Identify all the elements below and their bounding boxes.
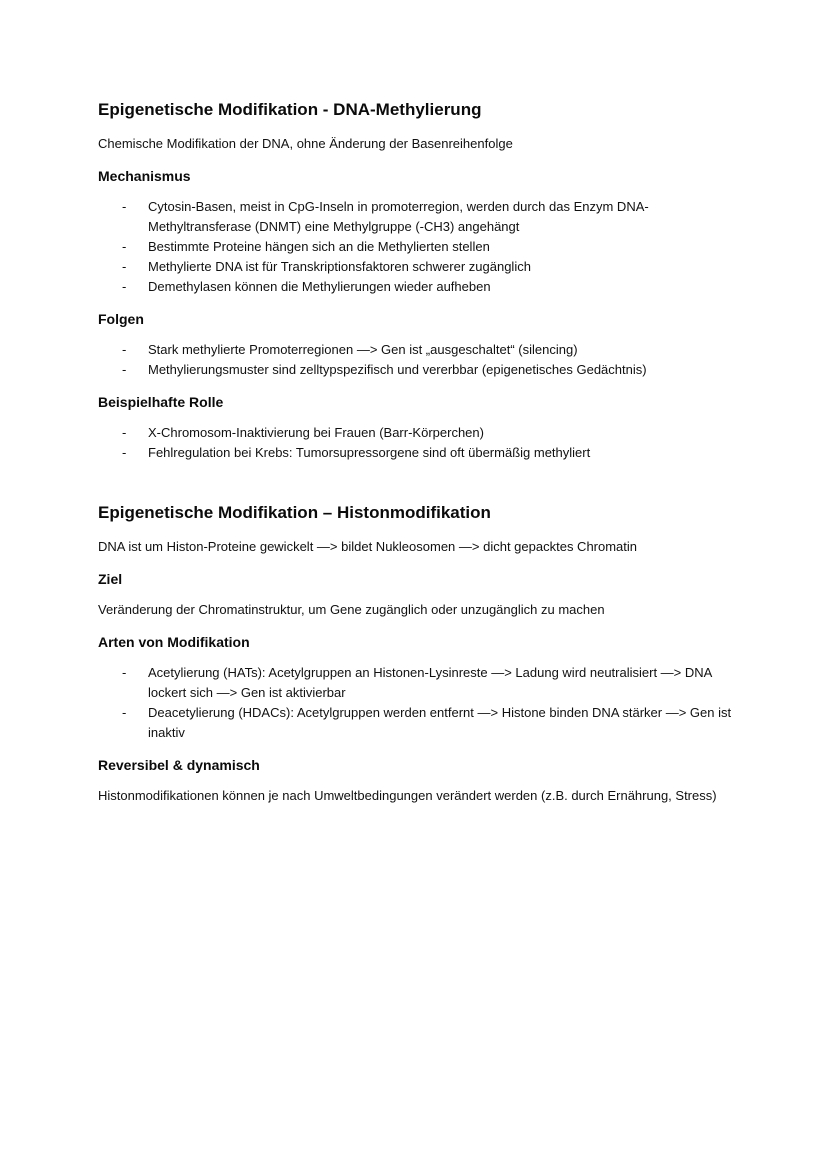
heading-types: Arten von Modifikation (98, 634, 250, 650)
goal-text: Veränderung der Chromatinstruktur, um Gene zugänglich oder unzugänglich zu machen (98, 602, 605, 617)
examples-list (98, 423, 738, 463)
dash-bullet: - (122, 665, 127, 680)
list-item: - Stark methylierte Promoterregionen —> Gen ist „ausgeschaltet“ (silencing) (98, 340, 738, 360)
dash-bullet: - (122, 199, 127, 214)
list-item: - Acetylierung (HATs): Acetylgruppen an Histonen-Lysinreste —> Ladung wird neutralisiert —> DNA lockert sich —> Gen ist aktivierbar (122, 665, 712, 700)
heading-examples: Beispielhafte Rolle (98, 394, 224, 410)
list-item: - Demethylasen können die Methylierungen wieder aufheben (98, 277, 738, 297)
dash-bullet: - (122, 445, 127, 460)
list-item: - Fehlregulation bei Krebs: Tumorsupressorgene sind oft übermäßig methyliert (98, 443, 738, 463)
list-item: - Cytosin-Basen, meist in CpG-Inseln in promoterregion, werden durch das Enzym DNA-Methyltransferase (DNMT) eine Methylgruppe (-CH3) angehängt (122, 199, 649, 234)
dash-bullet: - (122, 239, 127, 254)
types-list (98, 663, 738, 743)
reversible-text: Histonmodifikationen können je nach Umweltbedingungen verändert werden (z.B. durch Ernährung, Stress) (98, 788, 717, 803)
consequences-list (98, 340, 738, 380)
list-item: - Methylierte DNA ist für Transkriptionsfaktoren schwerer zugänglich (98, 257, 738, 277)
section-title-dna-methylation: Epigenetische Modifikation - DNA-Methylierung (98, 100, 482, 119)
list-item: - Methylierungsmuster sind zelltypspezifisch und vererbbar (epigenetisches Gedächtnis) (98, 360, 738, 380)
histone-intro: DNA ist um Histon-Proteine gewickelt —> bildet Nukleosomen —> dicht gepacktes Chromatin (98, 539, 638, 554)
document-page (98, 98, 738, 812)
dash-bullet: - (122, 705, 127, 720)
heading-goal: Ziel (98, 571, 123, 587)
dash-bullet: - (122, 259, 127, 274)
dash-bullet: - (122, 342, 127, 357)
list-item: - Bestimmte Proteine hängen sich an die Methylierten stellen (98, 237, 738, 257)
list-item: - X-Chromosom-Inaktivierung bei Frauen (Barr-Körperchen) (98, 423, 738, 443)
dash-bullet: - (122, 425, 127, 440)
heading-reversible: Reversibel & dynamisch (98, 757, 260, 773)
section-title-histone-modification: Epigenetische Modifikation – Histonmodifikation (98, 503, 491, 522)
heading-consequences: Folgen (98, 311, 144, 327)
dna-methylation-intro: Chemische Modifikation der DNA, ohne Änderung der Basenreihenfolge (98, 136, 513, 151)
mechanism-list (98, 197, 738, 297)
heading-mechanism: Mechanismus (98, 168, 191, 184)
dash-bullet: - (122, 362, 127, 377)
list-item: - Deacetylierung (HDACs): Acetylgruppen werden entfernt —> Histone binden DNA stärker —> Gen ist inaktiv (122, 705, 732, 740)
dash-bullet: - (122, 279, 127, 294)
